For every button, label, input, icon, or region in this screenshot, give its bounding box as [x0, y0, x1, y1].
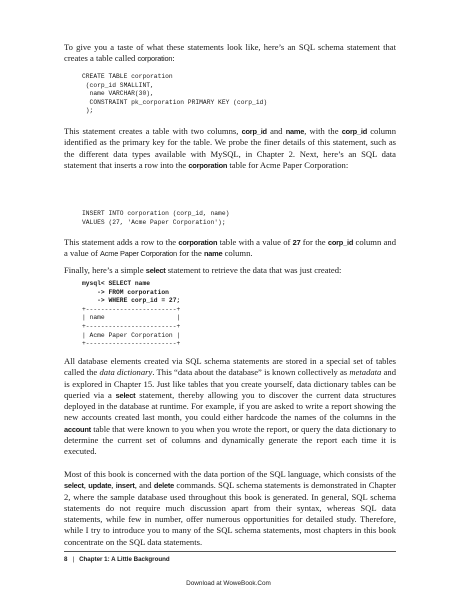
- text: column identified as the primary key for the table. We probe the finer details of this statement, such as the different data types available with MySQL, in Chapter 2. Next, here’s an SQL data statement that inserts a row into the: [64, 126, 396, 170]
- inline-code: select: [145, 266, 166, 275]
- text: Most of this book is concerned with the data portion of the SQL language, which consists of the: [64, 469, 396, 479]
- text: ,: [83, 480, 89, 491]
- inline-code: Acme Paper Corporation: [100, 249, 177, 259]
- paragraph-intro: [64, 42, 396, 65]
- text: column and a value of: [64, 237, 396, 259]
- inline-code: corporation: [178, 238, 218, 247]
- text: , with the: [304, 126, 342, 136]
- inline-code: corp_id: [341, 127, 368, 136]
- chapter-title: Chapter 1: A Little Background: [79, 556, 170, 563]
- inline-code: corp_id: [241, 127, 267, 136]
- text: table for Acme Paper Corporation:: [227, 159, 349, 170]
- inline-code: insert: [115, 481, 135, 491]
- text: Finally, here’s a simple: [64, 265, 146, 275]
- inline-code: select: [115, 390, 136, 400]
- text: statement to retrieve the data that was just created:: [165, 265, 342, 275]
- code-block-select: [82, 280, 180, 349]
- inline-code: 27: [292, 238, 301, 247]
- code-line: VALUES (27, 'Acme Paper Corporation');: [82, 218, 226, 226]
- result-table-line: +------------------------+: [82, 340, 181, 348]
- code-line: CREATE TABLE corporation: [82, 73, 173, 80]
- inline-code: corporation: [137, 54, 173, 64]
- page-footer: [64, 551, 396, 563]
- code-block-insert: [82, 210, 229, 227]
- result-table-line: +------------------------+: [82, 322, 181, 330]
- paragraph-select-intro: [64, 265, 396, 276]
- inline-code: corporation: [188, 160, 228, 170]
- text: for the: [176, 248, 204, 259]
- emphasis: metadata: [349, 367, 382, 378]
- paragraph-explanation: [64, 126, 396, 171]
- text: for the: [300, 237, 328, 247]
- text: table with a value of: [217, 237, 293, 247]
- result-table-line: +------------------------+: [82, 305, 181, 313]
- text: To give you a taste of what these statements look like, here’s an SQL schema statement that creates a table called: [64, 42, 396, 64]
- paragraph-book-focus: [64, 469, 396, 548]
- paragraph-data-dictionary: [64, 356, 396, 458]
- text: statement, thereby allowing you to discover the current data structures deployed in the database at runtime. For example, if you are asked to write a report showing the new accounts created last month, you could either hardcode the names of the columns in the: [64, 389, 397, 423]
- text: This statement creates a table with two columns,: [64, 126, 242, 136]
- text: :: [172, 53, 175, 64]
- inline-code: name: [285, 127, 305, 136]
- inline-code: update: [88, 481, 112, 491]
- emphasis: data dictionary: [99, 367, 153, 378]
- text: This statement adds a row to the: [64, 237, 179, 247]
- text: and is explored in Chapter 15. Just like tables that you create yourself, data dictionary tables can be queried via a: [64, 367, 396, 400]
- code-line: INSERT INTO corporation (corp_id, name): [82, 210, 230, 217]
- code-line: name VARCHAR(30),: [82, 90, 154, 98]
- text: ,: [111, 480, 116, 491]
- code-line: mysql< SELECT name: [82, 280, 151, 287]
- inline-code: name: [203, 249, 223, 259]
- text: . This “data about the database” is known collectively as: [152, 367, 350, 378]
- code-line: -> FROM corporation: [82, 288, 169, 296]
- code-line: (corp_id SMALLINT,: [82, 81, 154, 89]
- inline-code: delete: [153, 481, 175, 491]
- page-number: 8: [64, 556, 68, 563]
- text: commands. SQL schema statements is demonstrated in Chapter 2, where the sample database used throughout this book is generated. In general, SQL schema statements do not require much discussion apart from their syntax, whereas SQL data statements, while few in number, offer numerous opportunities for detailed study. Therefore, while I try to introduce you to many of the SQL schema statements, most chapters in this book concentrate on the SQL data statements.: [64, 480, 396, 547]
- code-line: CONSTRAINT pk_corporation PRIMARY KEY (corp_id): [82, 98, 268, 106]
- text: table that were known to you when you wrote the report, or query the data dictionary to determine the current set of columns and dynamically generate the report each time it is executed.: [64, 423, 396, 457]
- code-line: -> WHERE corp_id = 27;: [82, 297, 181, 305]
- result-table-line: | name |: [82, 314, 181, 322]
- code-line: );: [82, 107, 94, 115]
- footer-separator: |: [72, 556, 75, 563]
- download-watermark: Download at WoweBook.Com: [186, 580, 271, 587]
- text: , and: [134, 480, 154, 491]
- inline-code: account: [64, 424, 91, 434]
- text: and: [266, 126, 286, 136]
- text: All database elements created via SQL schema statements are stored in a special set of tables called the: [64, 356, 396, 378]
- inline-code: select: [64, 481, 84, 491]
- result-table-line: | Acme Paper Corporation |: [82, 331, 181, 339]
- paragraph-insert-explanation: [64, 237, 396, 260]
- code-block-create-table: [82, 73, 267, 116]
- text: column.: [222, 248, 253, 259]
- inline-code: corp_id: [327, 238, 354, 247]
